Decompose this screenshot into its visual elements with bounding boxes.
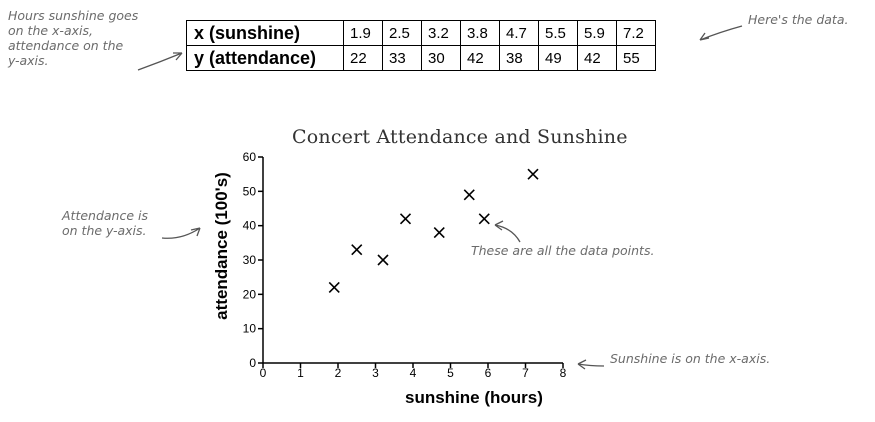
data-annotation: Here's the data.: [748, 12, 849, 27]
data-points: [329, 169, 538, 292]
table-cell: 22: [344, 46, 383, 71]
row-label-x: x (sunshine): [187, 21, 344, 46]
data-point: [528, 169, 538, 179]
arrow-to-table: [138, 53, 182, 70]
chart-axes: [258, 157, 563, 368]
x-tick-label: 2: [334, 366, 342, 380]
data-point: [401, 214, 411, 224]
table-cell: 5.5: [539, 21, 578, 46]
table-cell: 3.8: [461, 21, 500, 46]
table-cell: 2.5: [383, 21, 422, 46]
y-tick-label: 50: [242, 184, 256, 199]
arrow-to-y-axis: [162, 228, 200, 238]
x-tick-label: 6: [484, 366, 492, 380]
y-axis-label: attendance (100's): [212, 172, 231, 320]
x-axis-label: sunshine (hours): [405, 388, 543, 407]
axes-annotation-line: y-axis.: [8, 53, 49, 68]
data-point: [352, 245, 362, 255]
x-tick-label: 3: [372, 366, 379, 380]
data-point: [479, 214, 489, 224]
table-cell: 3.2: [422, 21, 461, 46]
y-tick-label: 40: [242, 218, 256, 233]
table-cell: 5.9: [578, 21, 617, 46]
table-cell: 49: [539, 46, 578, 71]
data-point: [329, 282, 339, 292]
table-cell: 33: [383, 46, 422, 71]
data-point: [378, 255, 388, 265]
table-cell: 4.7: [500, 21, 539, 46]
x-tick-label: 8: [559, 366, 567, 380]
row-label-y: y (attendance): [187, 46, 344, 71]
x-tick-label: 5: [447, 366, 454, 380]
points-annotation: These are all the data points.: [471, 243, 655, 258]
y-tick-label: 20: [242, 287, 256, 302]
y-tick-label: 60: [242, 150, 256, 164]
axes-annotation-line: on the x-axis,: [8, 23, 93, 38]
y-axis-annotation-line: on the y-axis.: [62, 223, 147, 238]
x-tick-label: 4: [409, 366, 417, 380]
table-cell: 55: [617, 46, 656, 71]
arrow-to-data-row: [700, 26, 742, 40]
axes-annotation-line: Hours sunshine goes: [8, 8, 139, 23]
data-point: [464, 190, 474, 200]
table-cell: 7.2: [617, 21, 656, 46]
annotation-arrows: [138, 26, 742, 369]
y-axis-annotation-line: Attendance is: [62, 208, 149, 223]
tick-labels: [243, 150, 567, 380]
arrow-to-points: [495, 221, 520, 242]
y-tick-label: 0: [249, 356, 256, 370]
y-tick-label: 10: [242, 321, 256, 336]
data-point: [434, 228, 444, 238]
table-cell: 42: [461, 46, 500, 71]
x-axis-annotation: Sunshine is on the x-axis.: [610, 351, 771, 366]
chart-title: Concert Attendance and Sunshine: [292, 126, 628, 148]
x-tick-label: 1: [297, 366, 304, 380]
y-tick-label: 30: [242, 253, 256, 267]
x-tick-label: 0: [259, 366, 267, 380]
table-cell: 38: [500, 46, 539, 71]
axes-annotation-line: attendance on the: [8, 38, 124, 53]
arrow-to-x-axis: [578, 360, 604, 369]
table-cell: 30: [422, 46, 461, 71]
table-cell: 42: [578, 46, 617, 71]
x-tick-label: 7: [522, 366, 529, 380]
table-cell: 1.9: [344, 21, 383, 46]
